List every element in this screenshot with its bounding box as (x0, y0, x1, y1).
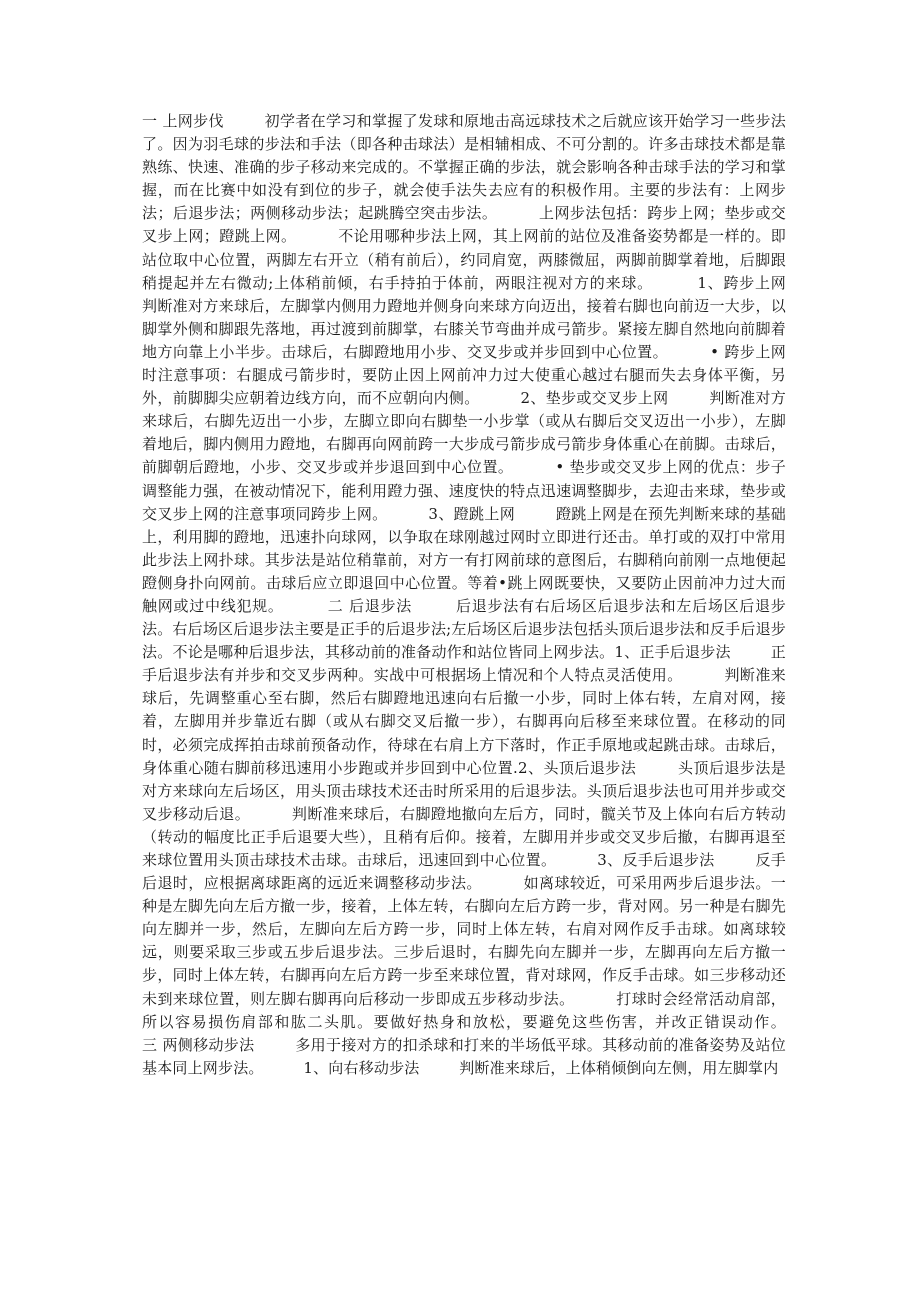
document-body-text: 一 上网步伐 初学者在学习和掌握了发球和原地击高远球技术之后就应该开始学习一些步法了。因为羽毛球的步法和手法（即各种击球法）是相辅相成、不可分割的。许多击球技术都是靠熟练、快速、准确的步子移动来完成的。不掌握正确的步法，就会影响各种击球手法的学习和掌握，而在比赛中如没有到位的步子，就会使手法失去应有的积极作用。主要的步法有：上网步法；后退步法；两侧移动步法；起跳腾空突击步法。 上网步法包括：跨步上网；垫步或交叉步上网；蹬跳上网。 不论用哪种步法上网，其上网前的站位及准备姿势都是一样的。即站位取中心位置，两脚左右开立（稍有前后），约同肩宽，两膝微屈，两脚前脚掌着地，后脚跟稍提起并左右微动;上体稍前倾，右手持拍于体前，两眼注视对方的来球。 1、跨步上网 判断准对方来球后，左脚掌内侧用力蹬地并侧身向来球方向迈出，接着右脚也向前迈一大步，以脚掌外侧和脚跟先落地，再过渡到前脚掌，右膝关节弯曲并成弓箭步。紧接左脚自然地向前脚着地方向靠上小半步。击球后，右脚蹬地用小步、交叉步或并步回到中心位置。 • 跨步上网时注意事项：右腿成弓箭步时，要防止因上网前冲力过大使重心越过右腿而失去身体平衡，另外，前脚脚尖应朝着边线方向，而不应朝向内侧。 2、垫步或交叉步上网 判断准对方来球后，右脚先迈出一小步，左脚立即向右脚垫一小步掌（或从右脚后交叉迈出一小步），左脚着地后，脚内侧用力蹬地，右脚再向网前跨一大步成弓箭步成弓箭步身体重心在前脚。击球后，前脚朝后蹬地，小步、交叉步或并步退回到中心位置。 • 垫步或交叉步上网的优点：步子调整能力强，在被动情况下，能利用蹬力强、速度快的特点迅速调整脚步，去迎击来球，垫步或交叉步上网的注意事项同跨步上网。 3、蹬跳上网 蹬跳上网是在预先判断来球的基础上，利用脚的蹬地，迅速扑向球网，以争取在球刚越过网时立即进行还击。单打或的双打中常用此步法上网扑球。其步法是站位稍靠前，对方一有打网前球的意图后，右脚稍向前刚一点地便起蹬侧身扑向网前。击球后应立即退回中心位置。等着•跳上网既要快，又要防止因前冲力过大而触网或过中线犯规。 二 后退步法 后退步法有右后场区后退步法和左后场区后退步法。右后场区后退步法主要是正手的后退步法;左后场区后退步法包括头顶后退步法和反手后退步法。不论是哪种后退步法，其移动前的准备动作和站位皆同上网步法。1、正手后退步法 正手后退步法有并步和交叉步两种。实战中可根据场上情况和个人特点灵活使用。 判断准来球后，先调整重心至右脚，然后右脚蹬地迅速向右后撤一小步，同时上体右转，左肩对网，接着，左脚用并步靠近右脚（或从右脚交叉后撤一步），右脚再向后移至来球位置。在移动的同时，必须完成挥拍击球前预备动作，待球在右肩上方下落时，作正手原地或起跳击球。击球后，身体重心随右脚前移迅速用小步跑或并步回到中心位置.2、头顶后退步法 头顶后退步法是对方来球向左后场区，用头顶击球技术还击时所采用的后退步法。头顶后退步法也可用并步或交叉步移动后退。 判断准来球后，右脚蹬地撤向左后方，同时，髋关节及上体向右后方转动（转动的幅度比正手后退要大些），且稍有后仰。接着，左脚用并步或交叉步后撤，右脚再退至来球位置用头顶击球技术击球。击球后，迅速回到中心位置。 3、反手后退步法 反手后退时，应根据离球距离的远近来调整移动步法。 如离球较近，可采用两步后退步法。一种是左脚先向左后方撤一步，接着，上体左转，右脚向左后方跨一步，背对网。另一种是右脚先向左脚并一步，然后，左脚向左后方跨一步，同时上体左转，右肩对网作反手击球。如离球较远，则要采取三步或五步后退步法。三步后退时，右脚先向左脚并一步，左脚再向左后方撤一步，同时上体左转，右脚再向左后方跨一步至来球位置，背对球网，作反手击球。如三步移动还未到来球位置，则左脚右脚再向后移动一步即成五步移动步法。 打球时会经常活动肩部，所以容易损伤肩部和肱二头肌。要做好热身和放松，要避免这些伤害，并改正错误动作。 三 两侧移动步法 多用于接对方的扣杀球和打来的半场低平球。其移动前的准备姿势及站位基本同上网步法。 1、向右移动步法 判断准来球后，上体稍倾倒向左侧，用左脚掌内 (142, 112, 826, 1077)
